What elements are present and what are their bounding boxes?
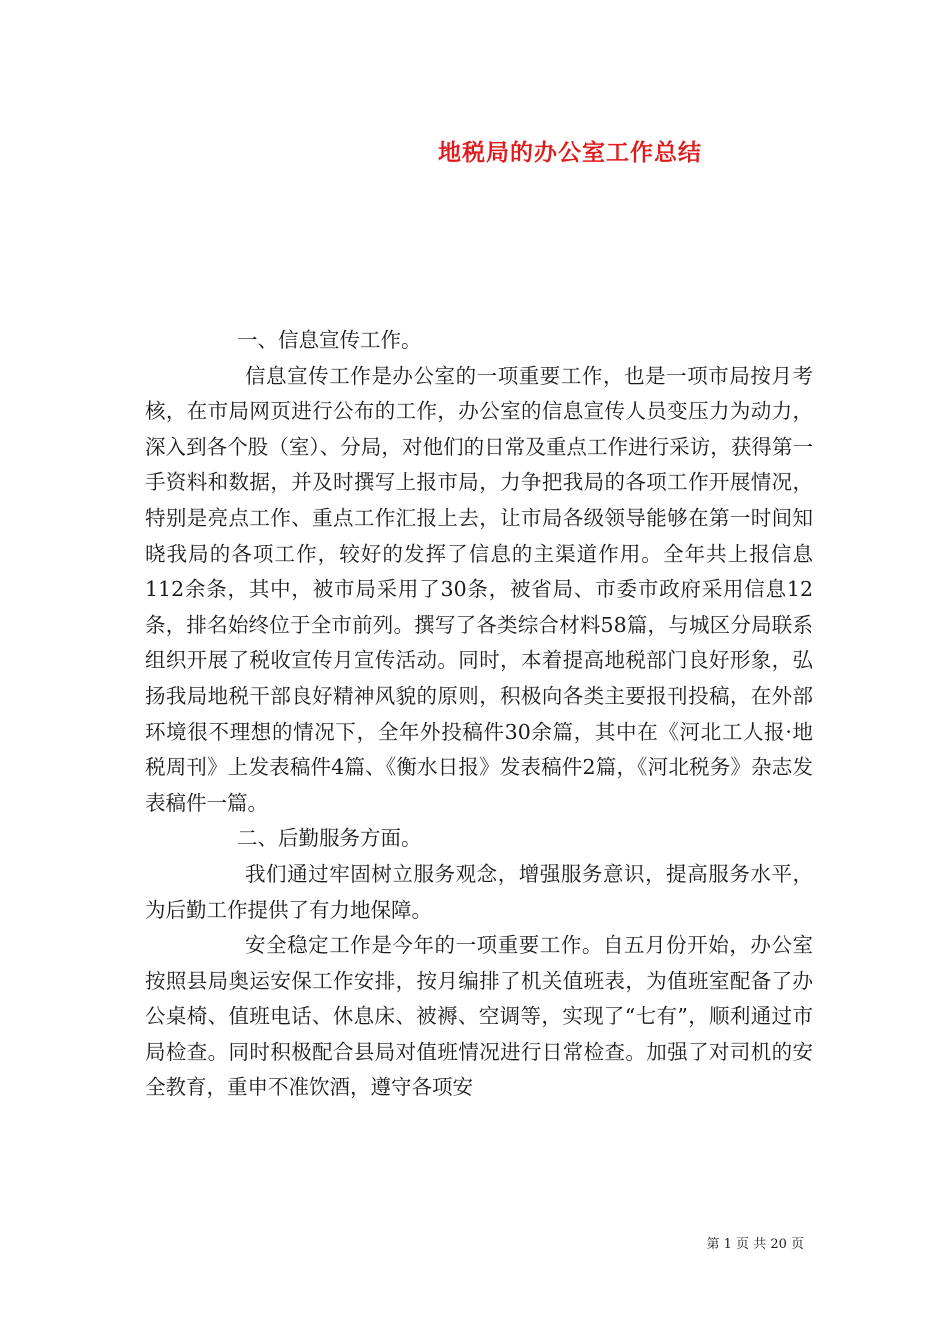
paragraph-info-publicity: 信息宣传工作是办公室的一项重要工作，也是一项市局按月考核，在市局网页进行公布的工作，办公室的信息宣传人员变压力为动力，深入到各个股（室）、分局，对他们的日常及重点工作进行采访，获得第一手资料和数据，并及时撰写上报市局，力争把我局的各项工作开展情况，特别是亮点工作、重点工作汇报上去，让市局各级领导能够在第一时间知晓我局的各项工作，较好的发挥了信息的主渠道作用。全年共上报信息112余条，其中，被市局采用了30条，被省局、市委市政府采用信息12条，排名始终位于全市前列。撰写了各类综合材料58篇，与城区分局联系组织开展了税收宣传月宣传活动。同时，本着提高地税部门良好形象，弘扬我局地税干部良好精神风貌的原则，积极向各类主要报刊投稿，在外部环境很不理想的情况下，全年外投稿件30余篇，其中在《河北工人报·地税周刊》上发表稿件4篇、《衡水日报》发表稿件2篇，《河北税务》杂志发表稿件一篇。 — [145, 363, 813, 815]
document-title: 地税局的办公室工作总结 — [438, 140, 702, 166]
section-heading-logistics: 二、后勤服务方面。 — [237, 826, 422, 851]
paragraph-logistics-service: 我们通过牢固树立服务观念，增强服务意识，提高服务水平，为后勤工作提供了有力地保障。 — [145, 861, 813, 922]
paragraph-safety-stability: 安全稳定工作是今年的一项重要工作。自五月份开始，办公室按照县局奥运安保工作安排，按月编排了机关值班表，为值班室配备了办公桌椅、值班电话、休息床、被褥、空调等，实现了“七有”，顺利通过市局检查。同时积极配合县局对值班情况进行日常检查。加强了对司机的安全教育，重申不准饮酒，遵守各项安 — [145, 933, 813, 1100]
section-heading-info-publicity: 一、信息宣传工作。 — [237, 328, 422, 352]
document-body — [145, 323, 813, 1106]
page-number: 第 1 页 共 20 页 — [706, 1237, 804, 1252]
